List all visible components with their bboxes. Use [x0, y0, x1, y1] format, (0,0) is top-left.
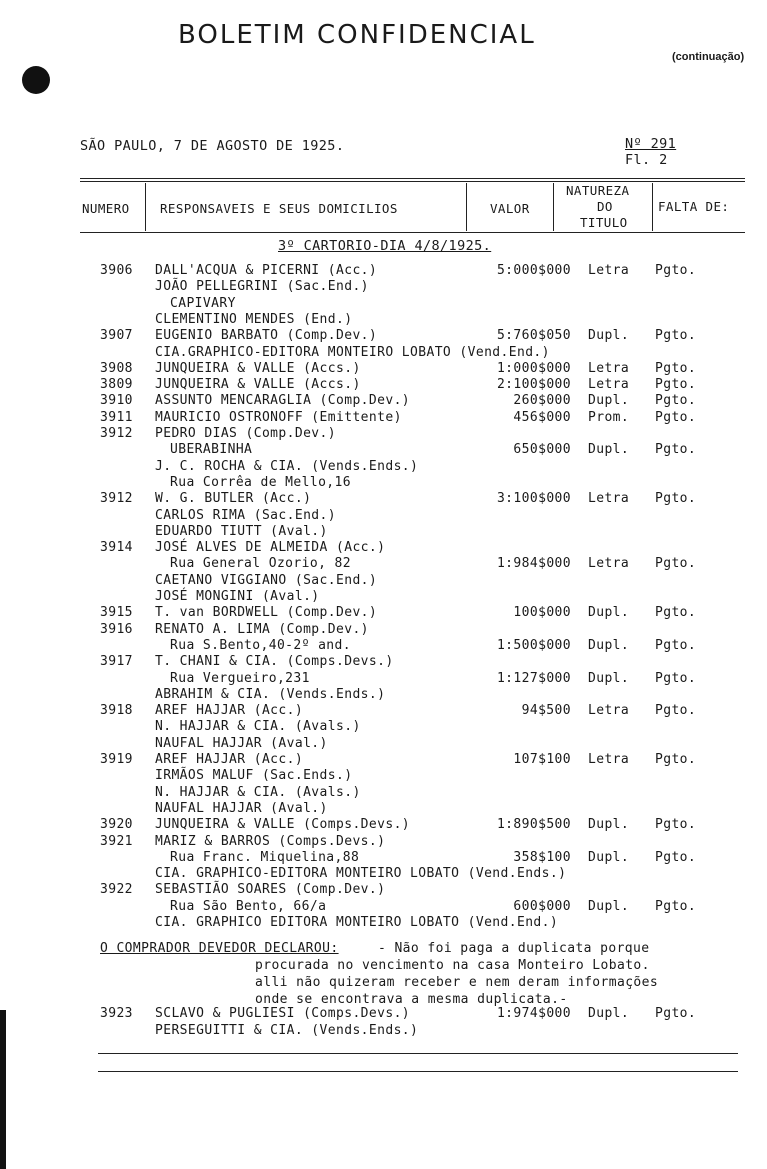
entry-value: 100$000	[513, 605, 571, 621]
entry-title-type: Letra	[588, 703, 630, 719]
col-header-valor: VALOR	[490, 201, 530, 216]
entry-party: JOSÉ ALVES DE ALMEIDA (Acc.)	[155, 540, 386, 556]
entry-missing: Pgto.	[655, 491, 697, 507]
col-divider-2	[466, 183, 467, 231]
entry-number: 3809	[100, 377, 133, 393]
entry-party: N. HAJJAR & CIA. (Avals.)	[155, 719, 361, 735]
entry-value: 600$000	[513, 898, 571, 914]
entry-title-type: Letra	[588, 360, 630, 376]
entry-party: EDUARDO TIUTT (Aval.)	[155, 523, 328, 539]
header-rule-top-2	[80, 181, 745, 182]
entry-number: 3919	[100, 752, 133, 767]
entry-party: JOÃO PELLEGRINI (Sac.End.)	[155, 279, 369, 295]
entry-title-type: Dupl.	[588, 442, 630, 458]
entry-party: NAUFAL HAJJAR (Aval.)	[155, 800, 328, 816]
entry-title-type: Dupl.	[588, 637, 630, 653]
last-entry-title-type: Dupl.	[588, 1006, 630, 1021]
col-header-falta: FALTA DE:	[658, 199, 730, 214]
entry-number: 3912	[100, 491, 133, 507]
entry-number: 3915	[100, 605, 133, 621]
declaration-text-1: - Não foi paga a duplicata porque	[378, 941, 650, 956]
entry-party: JUNQUEIRA & VALLE (Comps.Devs.)	[155, 817, 411, 833]
entry-value: 5:000$000	[496, 263, 571, 278]
entry-number: 3907	[100, 328, 133, 344]
entry-number: 3910	[100, 393, 133, 409]
col-divider-4	[652, 183, 653, 231]
entry-missing: Pgto.	[655, 605, 697, 621]
entry-missing: Pgto.	[655, 377, 697, 393]
col-header-natureza-3: TITULO	[580, 215, 628, 230]
entry-value: 358$100	[513, 849, 571, 865]
col-header-natureza-2: DO	[597, 199, 613, 214]
entry-missing: Pgto.	[655, 670, 697, 686]
entry-missing: Pgto.	[655, 703, 697, 719]
entry-title-type: Letra	[588, 263, 630, 278]
entry-number: 3906	[100, 263, 133, 278]
entry-party: AREF HAJJAR (Acc.)	[155, 703, 304, 719]
entry-party: CARLOS RIMA (Sac.End.)	[155, 507, 336, 523]
footer-rule-2	[98, 1071, 738, 1072]
entry-value: 1:000$000	[496, 360, 571, 376]
entry-party: AREF HAJJAR (Acc.)	[155, 752, 304, 767]
entry-party: CIA.GRAPHICO-EDITORA MONTEIRO LOBATO (Vend.End.)	[155, 344, 550, 360]
punch-hole	[22, 66, 50, 94]
entry-value: 1:984$000	[496, 556, 571, 572]
entry-party: PEDRO DIAS (Comp.Dev.)	[155, 426, 336, 441]
entry-value: 456$000	[513, 409, 571, 425]
last-entry-number: 3923	[100, 1006, 133, 1021]
last-entry-missing: Pgto.	[655, 1006, 697, 1021]
entry-missing: Pgto.	[655, 556, 697, 572]
entry-value: 1:890$500	[496, 817, 571, 833]
entry-party: Rua São Bento, 66/a	[170, 898, 327, 914]
entry-party: Rua Franc. Miquelina,88	[170, 849, 360, 865]
entry-title-type: Dupl.	[588, 817, 630, 833]
entry-number: 3911	[100, 409, 133, 425]
entry-missing: Pgto.	[655, 328, 697, 344]
entry-party: MAURICIO OSTRONOFF (Emittente)	[155, 409, 402, 425]
entry-number: 3916	[100, 621, 133, 637]
entry-number: 3912	[100, 426, 133, 441]
entry-party: DALL'ACQUA & PICERNI (Acc.)	[155, 263, 378, 278]
entry-title-type: Letra	[588, 752, 630, 767]
entry-missing: Pgto.	[655, 263, 697, 278]
entry-party: RENATO A. LIMA (Comp.Dev.)	[155, 621, 369, 637]
footer-rule-1	[98, 1053, 738, 1054]
entry-party: MARIZ & BARROS (Comps.Devs.)	[155, 833, 386, 849]
entry-value: 2:100$000	[496, 377, 571, 393]
declaration-text-3: alli não quizeram receber e nem deram informações	[255, 975, 659, 990]
entry-party: ASSUNTO MENCARAGLIA (Comp.Dev.)	[155, 393, 411, 409]
col-divider-1	[145, 183, 146, 231]
entry-number: 3921	[100, 833, 133, 849]
document-title: BOLETIM CONFIDENCIAL	[178, 20, 536, 50]
entry-party: SEBASTIÃO SOARES (Comp.Dev.)	[155, 882, 386, 898]
last-entry-value: 1:974$000	[496, 1006, 571, 1021]
col-header-numero: NUMERO	[82, 201, 130, 216]
entry-party: J. C. ROCHA & CIA. (Vends.Ends.)	[155, 458, 419, 474]
entry-missing: Pgto.	[655, 849, 697, 865]
entry-party: JOSÉ MONGINI (Aval.)	[155, 589, 320, 604]
entry-value: 1:127$000	[496, 670, 571, 686]
entry-party: T. van BORDWELL (Comp.Dev.)	[155, 605, 378, 621]
entry-value: 260$000	[513, 393, 571, 409]
entry-value: 107$100	[513, 752, 571, 767]
entry-party: W. G. BUTLER (Acc.)	[155, 491, 312, 507]
last-entry-party: SCLAVO & PUGLIESI (Comps.Devs.)	[155, 1006, 411, 1021]
entry-title-type: Letra	[588, 491, 630, 507]
entry-party: Rua Vergueiro,231	[170, 670, 310, 686]
entry-party: NAUFAL HAJJAR (Aval.)	[155, 735, 328, 751]
entry-missing: Pgto.	[655, 442, 697, 458]
entry-party: Rua S.Bento,40-2º and.	[170, 637, 351, 653]
scan-edge	[0, 1010, 6, 1169]
entry-title-type: Letra	[588, 556, 630, 572]
header-rule-bottom	[80, 232, 745, 233]
entry-value: 5:760$050	[496, 328, 571, 344]
entry-party: Rua General Ozorio, 82	[170, 556, 351, 572]
entry-party: JUNQUEIRA & VALLE (Accs.)	[155, 360, 361, 376]
col-divider-3	[553, 183, 554, 231]
entry-value: 650$000	[513, 442, 571, 458]
entry-missing: Pgto.	[655, 752, 697, 767]
entry-missing: Pgto.	[655, 898, 697, 914]
entry-title-type: Dupl.	[588, 849, 630, 865]
entry-party: IRMÃOS MALUF (Sac.Ends.)	[155, 768, 353, 784]
entry-party: CAPIVARY	[170, 295, 236, 311]
section-heading: 3º CARTORIO-DIA 4/8/1925.	[278, 238, 492, 254]
entry-number: 3922	[100, 882, 133, 898]
entry-party: Rua Corrêa de Mello,16	[170, 474, 351, 490]
last-entry-party: PERSEGUITTI & CIA. (Vends.Ends.)	[155, 1022, 419, 1038]
entry-missing: Pgto.	[655, 360, 697, 376]
entry-party: N. HAJJAR & CIA. (Avals.)	[155, 784, 361, 800]
entry-title-type: Letra	[588, 377, 630, 393]
entry-party: EUGENIO BARBATO (Comp.Dev.)	[155, 328, 378, 344]
entry-number: 3918	[100, 703, 133, 719]
entry-value: 3:100$000	[496, 491, 571, 507]
bulletin-number: Nº 291	[625, 136, 677, 152]
entry-value: 1:500$000	[496, 637, 571, 653]
entry-missing: Pgto.	[655, 637, 697, 653]
entry-party: JUNQUEIRA & VALLE (Accs.)	[155, 377, 361, 393]
col-header-natureza-1: NATUREZA	[566, 183, 630, 198]
entry-number: 3914	[100, 540, 133, 556]
entry-title-type: Dupl.	[588, 670, 630, 686]
sheet-number: Fl. 2	[625, 152, 668, 168]
continuation-note: (continuação)	[672, 51, 745, 63]
entry-title-type: Dupl.	[588, 898, 630, 914]
entry-party: CIA. GRAPHICO EDITORA MONTEIRO LOBATO (Vend.End.)	[155, 915, 559, 930]
entry-number: 3917	[100, 654, 133, 670]
entry-value: 94$500	[521, 703, 571, 719]
declaration-text-2: procurada no vencimento na casa Monteiro Lobato.	[255, 958, 650, 973]
entry-party: CAETANO VIGGIANO (Sac.End.)	[155, 572, 378, 588]
entry-party: CLEMENTINO MENDES (End.)	[155, 311, 353, 327]
place-date: SÃO PAULO, 7 DE AGOSTO DE 1925.	[80, 138, 345, 154]
entry-party: CIA. GRAPHICO-EDITORA MONTEIRO LOBATO (Vend.Ends.)	[155, 866, 567, 882]
entry-missing: Pgto.	[655, 817, 697, 833]
entry-number: 3908	[100, 360, 133, 376]
entry-party: ABRAHIM & CIA. (Vends.Ends.)	[155, 686, 386, 702]
col-header-responsaveis: RESPONSAVEIS E SEUS DOMICILIOS	[160, 201, 398, 216]
declaration-text-4: onde se encontrava a mesma duplicata.-	[255, 992, 568, 1007]
entry-party: UBERABINHA	[170, 442, 253, 458]
declaration-label: O COMPRADOR DEVEDOR DECLAROU:	[100, 941, 339, 956]
entry-party: T. CHANI & CIA. (Comps.Devs.)	[155, 654, 394, 670]
entry-missing: Pgto.	[655, 393, 697, 409]
header-rule-top	[80, 178, 745, 179]
entry-title-type: Dupl.	[588, 328, 630, 344]
entry-title-type: Prom.	[588, 409, 630, 425]
entry-title-type: Dupl.	[588, 605, 630, 621]
entry-number: 3920	[100, 817, 133, 833]
entry-title-type: Dupl.	[588, 393, 630, 409]
entry-missing: Pgto.	[655, 409, 697, 425]
